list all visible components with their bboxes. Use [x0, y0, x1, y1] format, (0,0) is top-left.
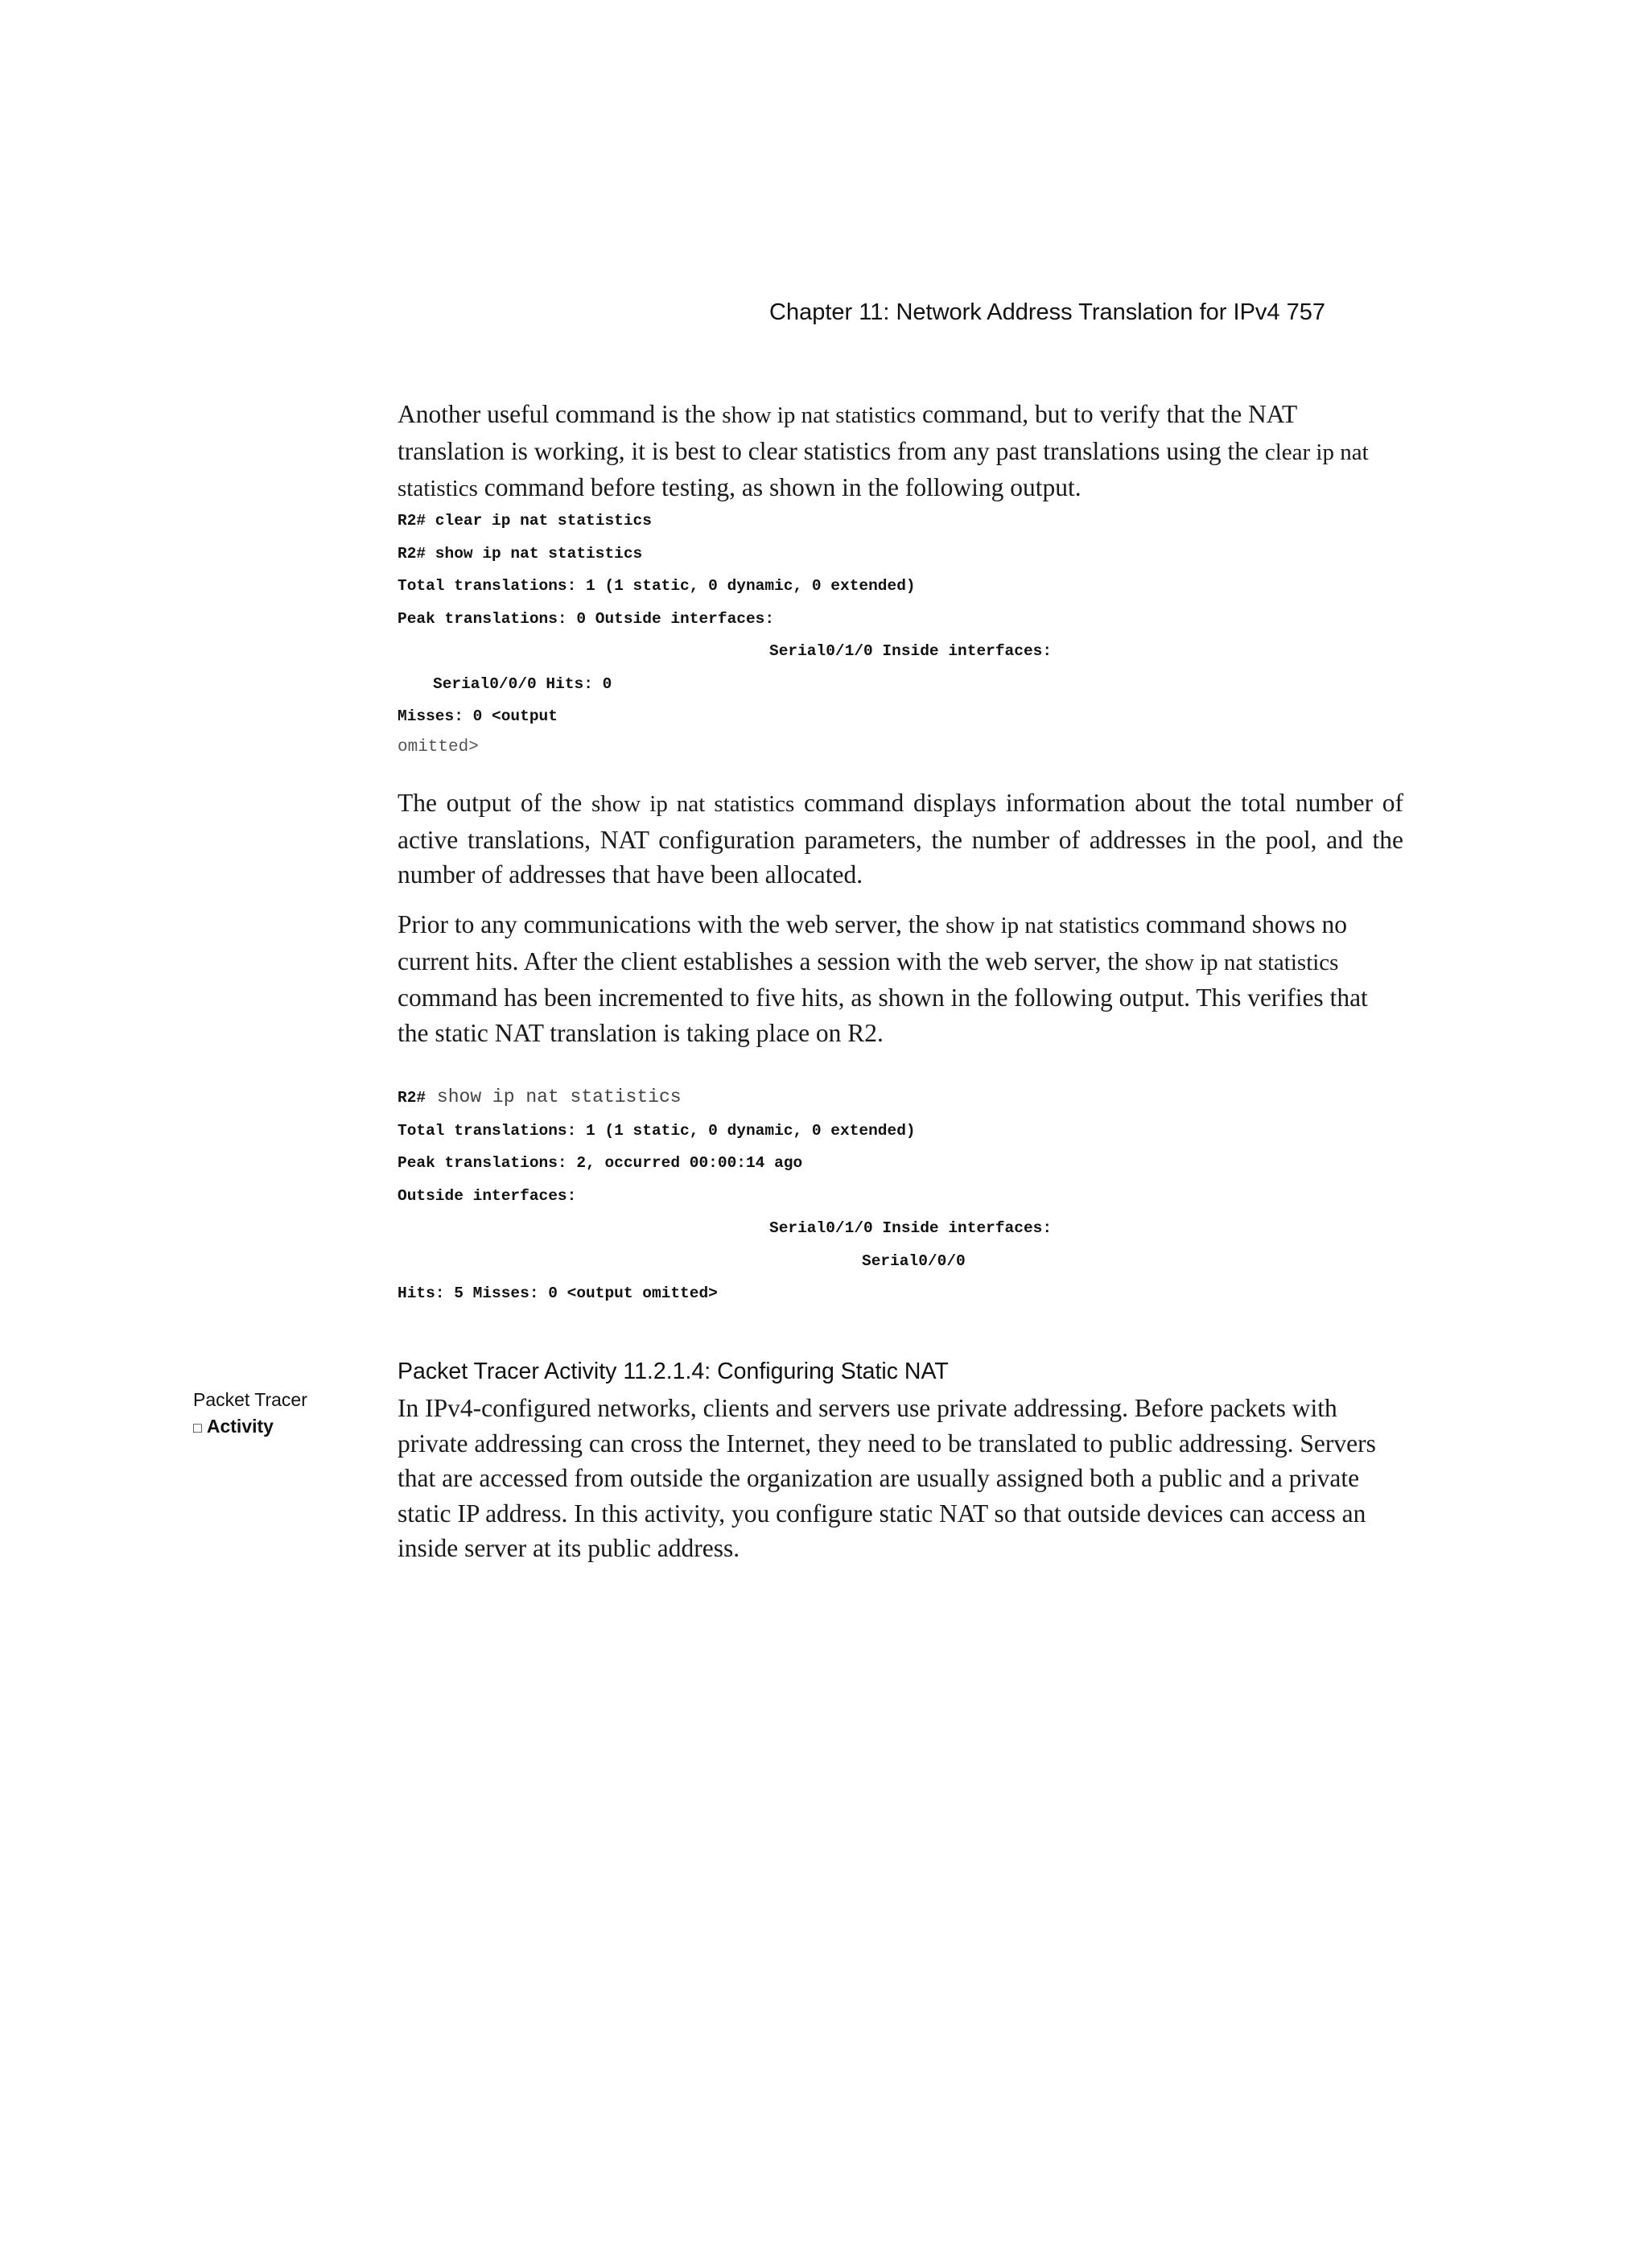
para3-command-1: show ip nat statistics	[946, 913, 1139, 938]
para2-text-1: The output of the	[398, 789, 591, 817]
code-line: Hits: 5 Misses: 0 <output omitted>	[398, 1285, 718, 1302]
para3-command-2: show ip nat statistics	[1144, 949, 1339, 975]
para3-text-1: Prior to any communications with the web server, the	[398, 910, 946, 938]
para2-command: show ip nat statistics	[591, 791, 795, 817]
code-line: R2# show ip nat statistics	[398, 545, 643, 563]
code-prompt: R2#	[398, 1089, 426, 1107]
paragraph-3	[398, 907, 1403, 1050]
code-line: R2# clear ip nat statistics	[398, 512, 652, 530]
packet-tracer-heading: Packet Tracer Activity 11.2.1.4: Configuring Static NAT	[398, 1359, 949, 1384]
code-line: Peak translations: 2, occurred 00:00:14 ago	[398, 1154, 803, 1172]
code-line: Misses: 0 <output	[398, 707, 558, 725]
running-head: Chapter 11: Network Address Translation for IPv4 757	[769, 299, 1325, 325]
code-line	[398, 1087, 682, 1107]
code-line: Outside interfaces:	[398, 1187, 577, 1205]
code-line: Total translations: 1 (1 static, 0 dynamic, 0 extended)	[398, 577, 916, 595]
code-line: omitted>	[398, 738, 479, 757]
intro-text-1: Another useful command is the	[398, 400, 723, 428]
intro-command-1: show ip nat statistics	[722, 402, 917, 428]
intro-text-3: command before testing, as shown in the following output.	[477, 473, 1082, 501]
packet-tracer-margin-label	[193, 1387, 307, 1441]
intro-paragraph	[398, 397, 1403, 507]
code-line: Serial0/1/0 Inside interfaces:	[769, 1219, 1053, 1237]
para3-text-2: command shows no current hits. After the client establishes a session with the web server, the	[398, 910, 1348, 975]
para3-text-3: command has been incremented to five hits, as shown in the following output. This verifies that the static NAT translation is taking place on R2.	[398, 983, 1368, 1047]
code-line: Serial0/1/0 Inside interfaces:	[769, 642, 1053, 660]
margin-label-activity: Activity	[206, 1416, 274, 1437]
paragraph-2	[398, 786, 1403, 893]
packet-tracer-body: In IPv4-configured networks, clients and servers use private addressing. Before packets with private addressing can cross the Internet, they need to be translated to public addressing. Servers that are accessed from outside the organization are usually assigned both a public and a private static IP address. In this activity, you configure static NAT so that outside devices can access an inside server at its public address.	[398, 1394, 1376, 1562]
code-line: Total translations: 1 (1 static, 0 dynamic, 0 extended)	[398, 1122, 916, 1140]
margin-label-line1: Packet Tracer	[193, 1389, 307, 1410]
para2-text-2: command displays information about the total number of active translations, NAT configuration parameters, the number of addresses in the pool, and the number of addresses that have been allocated.	[398, 789, 1404, 889]
intro-text-2: command, but to verify that the NAT translation is working, it is best to clear statistics from any past translations using the	[398, 400, 1297, 465]
code-line: Serial0/0/0 Hits: 0	[433, 675, 612, 693]
checkbox-icon: □	[193, 1420, 202, 1436]
intro-command-2: clear ip nat statistics	[398, 439, 1369, 501]
code-command: show ip nat statistics	[426, 1087, 682, 1107]
code-line: Peak translations: 0 Outside interfaces:	[398, 610, 775, 628]
code-line: Serial0/0/0	[862, 1252, 966, 1270]
